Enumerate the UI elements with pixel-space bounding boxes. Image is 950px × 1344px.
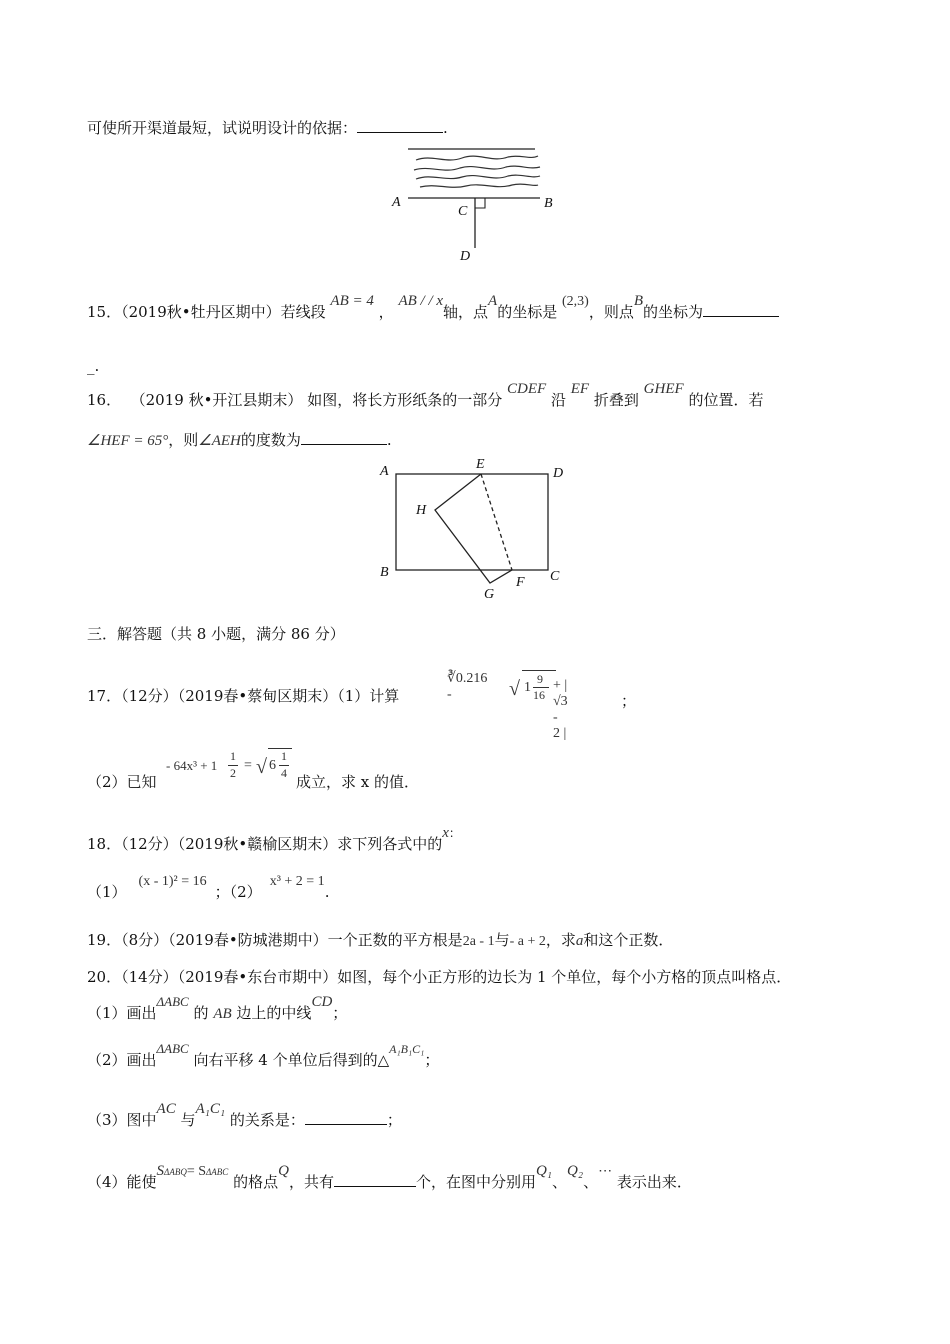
answer-blank [301,430,387,445]
section-3-title: 三．解答题（共 8 小题，满分 86 分） [87,625,345,643]
question-17: 17．（12分）（2019春•蔡甸区期末）（1）计算 [87,687,400,705]
question-16-cont: ∠HEF = 65°，则∠AEH的度数为 . [87,431,392,449]
question-19: 19．（8分）（2019春•防城港期中）一个正数的平方根是2a - 1与- a + 2，求a和这个正数． [87,931,674,949]
label-B: B [544,196,553,211]
label-A: A [392,195,401,210]
label-C: C [550,569,560,584]
question-15: 15．（2019秋•牡丹区期中）若线段 AB = 4 ， AB / / x轴，点A的坐标是 (2,3)，则点B的坐标为 [87,302,779,324]
folded-rectangle-diagram [370,455,580,605]
label-D: D [460,249,471,264]
channel-diagram [380,140,570,270]
question-20-part4: （4）能使SΔABQ= SΔABC 的格点Q，共有 个，在图中分别用Q₁、Q₂、⋯ 表示出来． [87,1163,692,1191]
question-20-part3: （3）图中AC 与A₁C₁ 的关系是： ； [87,1101,402,1129]
label-D: D [553,466,564,481]
sqrt-bar [268,748,292,749]
sqrt-sign: √ [509,678,520,700]
question-18: 18．（12分）（2019秋•赣榆区期末）求下列各式中的x： [87,825,461,853]
label-A: A [380,464,389,479]
question-17-part2: （2）已知 [87,773,157,791]
label-G: G [484,587,495,602]
q14-tail: 可使所开渠道最短，试说明设计的依据： . [87,119,448,137]
label-E: E [476,457,485,472]
question-18-parts: （1）(x - 1)² = 16；（2）x³ + 2 = 1. [87,874,330,901]
q17-expression-2: - 64x³ + 1 1 2 = √ 6 1 4 [166,748,296,792]
sqrt-bar [522,670,556,671]
answer-blank [305,1110,387,1125]
answer-blank [334,1172,416,1187]
answer-blank [703,302,779,317]
answer-blank [357,118,443,133]
label-H: H [416,503,427,518]
label-C: C [458,204,468,219]
question-20: 20．（14分）（2019春•东台市期中）如图，每个小正方形的边长为 1 个单位，每个小方格的顶点叫格点． [87,968,792,986]
question-15-cont: _. [87,357,100,375]
sqrt-sign: √ [256,756,267,778]
label-B: B [380,565,389,580]
question-20-part2: （2）画出ΔABC 向右平移 4 个单位后得到的△$^{A_1B_1C_1}$； [87,1041,440,1069]
label-F: F [516,575,525,590]
question-16: 16． （2019 秋•开江县期末） 如图，将长方形纸条的一部分 CDEF 沿 EF 折叠到 GHEF 的位置．若 [87,381,764,409]
question-20-part1: （1）画出ΔABC 的 AB 边上的中线CD； [87,994,348,1022]
